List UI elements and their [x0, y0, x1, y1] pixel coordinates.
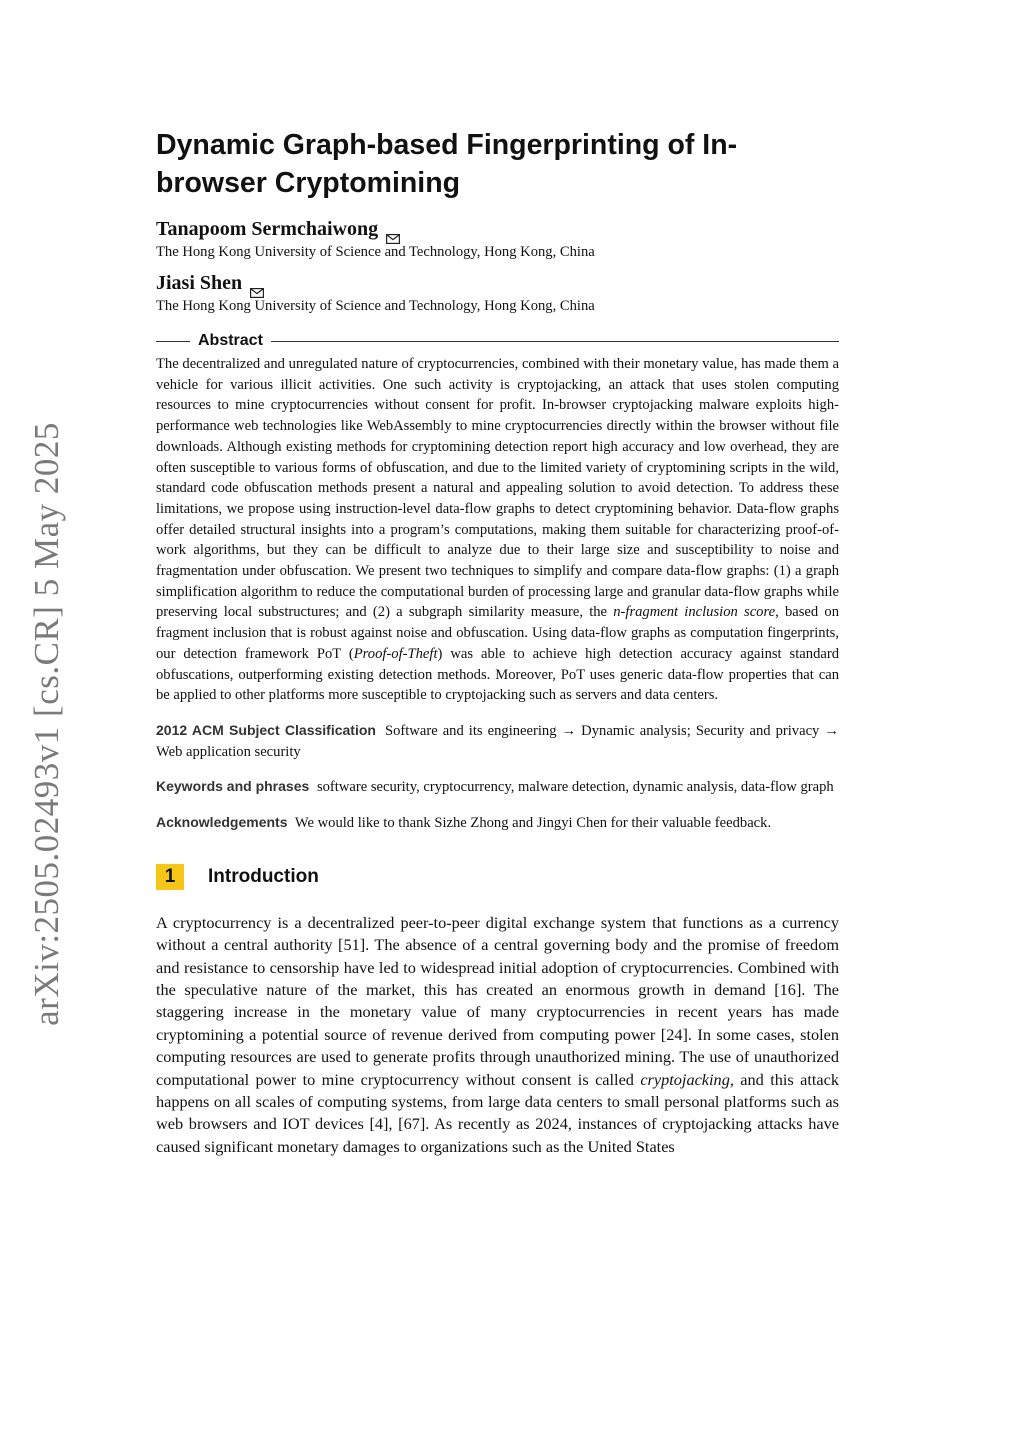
paper-content [156, 126, 839, 1158]
author-affiliation: The Hong Kong University of Science and Technology, Hong Kong, China [156, 244, 595, 260]
abstract-part: , based on fragment inclusion that is robust against noise and obfuscation. Using data-flow graphs as computation fingerprints, our detection framework PoT ( [156, 604, 839, 662]
acknowledgements-label: Acknowledgements [156, 814, 288, 831]
author-block [156, 216, 839, 262]
acknowledgements-text: We would like to thank Sizhe Zhong and Jingyi Chen for their valuable feedback. [294, 815, 772, 832]
section-title: Introduction [208, 865, 319, 887]
author-name: Tanapoom Sermchaiwong [156, 218, 379, 240]
abstract-heading: Abstract [198, 332, 263, 349]
author-block [156, 270, 839, 316]
intro-part: , and this attack happens on all scales of computing systems, from large data centers to small personal platforms such as web browsers and IOT devices [4], [67]. As recently as 2024, instances of cryptojacking attacks have caused significant monetary damages to organizations such as the United States [156, 1069, 839, 1156]
abstract-part: The decentralized and unregulated nature of cryptocurrencies, combined with their monetary value, has made them a vehicle for various illicit activities. One such activity is cryptojacking, an attack that uses stolen computing resources to mine cryptocurrencies without consent for profit. In-browser cryptojacking malware exploits high-performance web technologies like WebAssembly to mine cryptocurrencies directly within the browser without file downloads. Although existing methods for cryptomining detection report high accuracy and low overhead, they are often susceptible to various forms of obfuscation, and due to the limited variety of cryptomining scripts in the wild, standard code obfuscation methods present a natural and appealing solution to avoid detection. To address these limitations, we propose using instruction-level data-flow graphs to detect cryptomining behavior. Data-flow graphs offer detailed structural insights into a program’s computations, making them suitable for characterizing proof-of-work algorithms, but they can be difficult to analyze due to their large size and susceptibility to noise and fragmentation under obfuscation. We present two techniques to simplify and compare data-flow graphs: (1) a graph simplification algorithm to reduce the computational burden of processing large and granular data-flow graphs while preserving local substructures; and (2) a subgraph similarity measure, the [156, 356, 839, 621]
abstract-heading-rule [156, 332, 839, 350]
acm-text: Software and its engineering → Dynamic analysis; Security and privacy → Web application security [156, 722, 839, 760]
intro-part: A cryptocurrency is a decentralized peer-to-peer digital exchange system that functions as a currency without a central authority [51]. The absence of a central governing body and the promise of freedom and resistance to censorship have led to widespread initial adoption of cryptocurrencies. Combined with the speculative nature of the market, this has created an enormous growth in demand [16]. The staggering increase in the monetary value of many cryptocurrencies in recent years has made cryptomining a potential source of revenue derived from computing power [24]. In some cases, stolen computing resources are used to generate profits through unauthorized mining. The use of unauthorized computational power to mine cryptocurrency without consent is called [156, 912, 839, 1089]
introduction-text [156, 912, 839, 1158]
intro-emphasis: cryptojacking [640, 1069, 730, 1089]
abstract-emphasis: n-fragment inclusion score [613, 604, 776, 621]
author-name-row [156, 270, 839, 296]
section-heading [156, 864, 839, 890]
keywords-label: Keywords and phrases [156, 778, 310, 795]
acm-label: 2012 ACM Subject Classification [156, 721, 376, 738]
author-name: Jiasi Shen [156, 272, 243, 294]
arxiv-identifier: arXiv:2505.02493v1 [cs.CR] 5 May 2025 [27, 422, 66, 1026]
abstract-text [156, 354, 839, 706]
acm-classification [156, 720, 839, 762]
abstract-emphasis: Proof-of-Theft [353, 645, 438, 662]
paper-title: Dynamic Graph-based Fingerprinting of In-browser Cryptomining [156, 129, 738, 199]
acknowledgements [156, 812, 839, 834]
section-number: 1 [156, 864, 184, 890]
keywords-text: software security, cryptocurrency, malware detection, dynamic analysis, data-flow graph [316, 779, 834, 796]
author-name-row [156, 216, 839, 242]
abstract-part: ) was able to achieve high detection accuracy against standard obfuscations, outperforming existing detection methods. Moreover, PoT uses generic data-flow properties that can be applied to other platforms more susceptible to cryptojacking such as servers and data centers. [156, 645, 839, 704]
keywords [156, 776, 839, 798]
mail-icon[interactable] [386, 225, 400, 235]
mail-icon[interactable] [250, 279, 264, 289]
author-affiliation: The Hong Kong University of Science and Technology, Hong Kong, China [156, 298, 595, 314]
rule-divider [271, 341, 839, 342]
rule-divider [156, 341, 190, 342]
